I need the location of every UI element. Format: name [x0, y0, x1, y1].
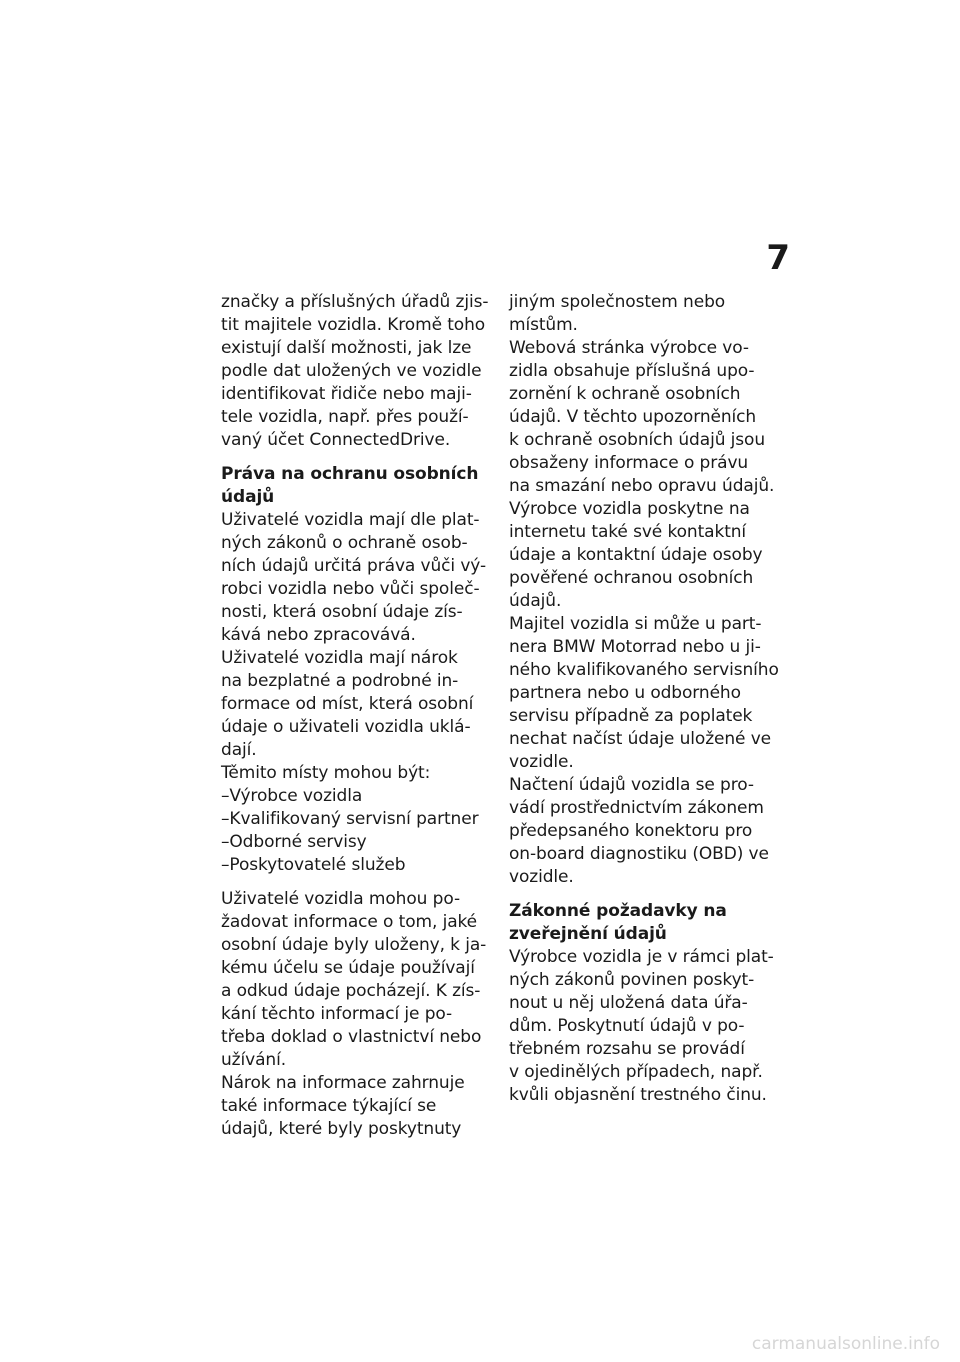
text-line: dům. Poskytnutí údajů v po-: [509, 1016, 745, 1036]
text-line: a odkud údaje pocházejí. K zís-: [221, 981, 481, 1001]
text-line: na bezplatné a podrobné in-: [221, 671, 459, 691]
text-line: –Výrobce vozidla: [221, 786, 363, 806]
text-line: on-board diagnostiku (OBD) ve: [509, 844, 769, 864]
text-line: dají.: [221, 740, 257, 760]
text-line: vádí prostřednictvím zákonem: [509, 798, 764, 818]
text-line: Výrobce vozidla je v rámci plat-: [509, 947, 774, 967]
right-column: [509, 291, 789, 1107]
text-line: nout u něj uložená data úřa-: [509, 993, 748, 1013]
text-line: kává nebo zpracovává.: [221, 625, 416, 645]
text-line: také informace týkající se: [221, 1096, 437, 1116]
text-line: formace od míst, která osobní: [221, 694, 474, 714]
text-line: ných zákonů o ochraně osob-: [221, 533, 468, 553]
text-line: kvůli objasnění trestného činu.: [509, 1085, 767, 1105]
text-line: tit majitele vozidla. Kromě toho: [221, 315, 486, 335]
left-column: [221, 291, 501, 1141]
text-line: nechat načíst údaje uložené ve: [509, 729, 772, 749]
text-line: údajů.: [509, 591, 562, 611]
watermark: carmanualsonline.info: [751, 1334, 940, 1354]
text-line: vozidle.: [509, 867, 574, 887]
text-line: Uživatelé vozidla mají dle plat-: [221, 510, 480, 530]
text-line: žadovat informace o tom, jaké: [221, 912, 478, 932]
text-line: –Poskytovatelé služeb: [221, 855, 406, 875]
text-line: předepsaného konektoru pro: [509, 821, 753, 841]
text-line: údaje a kontaktní údaje osoby: [509, 545, 763, 565]
text-line: kání těchto informací je po-: [221, 1004, 453, 1024]
text-line: ného kvalifikovaného servisního: [509, 660, 779, 680]
heading-legal-disclosure: [509, 900, 789, 946]
text-line: v ojedinělých případech, např.: [509, 1062, 763, 1082]
text-line: kému účelu se údaje používají: [221, 958, 475, 978]
text-line: Uživatelé vozidla mají nárok: [221, 648, 458, 668]
text-line: Uživatelé vozidla mohou po-: [221, 889, 460, 909]
text-line: značky a příslušných úřadů zjis-: [221, 292, 489, 312]
text-line: Načtení údajů vozidla se pro-: [509, 775, 754, 795]
text-line: užívání.: [221, 1050, 287, 1070]
text-line: existují další možnosti, jak lze: [221, 338, 472, 358]
paragraph-user-rights: [221, 509, 501, 785]
text-line: obsaženy informace o právu: [509, 453, 749, 473]
text-line: servisu případně za poplatek: [509, 706, 753, 726]
text-line: zornění k ochraně osobních: [509, 384, 741, 404]
paragraph-manufacturer-website: [509, 291, 789, 889]
text-line: ních údajů určitá práva vůči vý-: [221, 556, 486, 576]
text-line: nera BMW Motorrad nebo u ji-: [509, 637, 761, 657]
page-number: 7: [766, 238, 790, 278]
text-line: údajů. V těchto upozorněních: [509, 407, 757, 427]
text-line: Těmito místy mohou být:: [221, 763, 431, 783]
text-line: údaje o uživateli vozidla uklá-: [221, 717, 471, 737]
text-line: internetu také své kontaktní: [509, 522, 747, 542]
text-line: podle dat uložených ve vozidle: [221, 361, 482, 381]
text-line: zidla obsahuje příslušná upo-: [509, 361, 755, 381]
text-line: Práva na ochranu osobních: [221, 464, 479, 484]
text-line: vaný účet ConnectedDrive.: [221, 430, 451, 450]
text-line: třeba doklad o vlastnictví nebo: [221, 1027, 482, 1047]
text-line: Webová stránka výrobce vo-: [509, 338, 749, 358]
text-line: Zákonné požadavky na: [509, 901, 727, 921]
text-line: údajů: [221, 487, 275, 507]
text-line: Nárok na informace zahrnuje: [221, 1073, 465, 1093]
text-line: ných zákonů povinen poskyt-: [509, 970, 755, 990]
list-data-holders: [221, 785, 501, 877]
paragraph-information-request: [221, 888, 501, 1141]
text-line: nosti, která osobní údaje zís-: [221, 602, 463, 622]
text-line: jiným společnostem nebo: [509, 292, 726, 312]
text-line: k ochraně osobních údajů jsou: [509, 430, 766, 450]
text-line: údajů, které byly poskytnuty: [221, 1119, 462, 1139]
text-line: identifikovat řidiče nebo maji-: [221, 384, 472, 404]
text-line: Majitel vozidla si může u part-: [509, 614, 762, 634]
text-line: na smazání nebo opravu údajů.: [509, 476, 775, 496]
text-line: místům.: [509, 315, 578, 335]
heading-data-protection-rights: [221, 463, 501, 509]
paragraph-owner-identification: [221, 291, 501, 452]
text-line: tele vozidla, např. přes použí-: [221, 407, 469, 427]
text-line: vozidle.: [509, 752, 574, 772]
text-line: Výrobce vozidla poskytne na: [509, 499, 750, 519]
text-line: –Odborné servisy: [221, 832, 367, 852]
text-line: zveřejnění údajů: [509, 924, 667, 944]
text-line: partnera nebo u odborného: [509, 683, 741, 703]
text-line: robci vozidla nebo vůči společ-: [221, 579, 480, 599]
text-line: třebném rozsahu se provádí: [509, 1039, 745, 1059]
paragraph-legal-disclosure: [509, 946, 789, 1107]
text-line: osobní údaje byly uloženy, k ja-: [221, 935, 487, 955]
text-line: –Kvalifikovaný servisní partner: [221, 809, 479, 829]
text-line: pověřené ochranou osobních: [509, 568, 754, 588]
